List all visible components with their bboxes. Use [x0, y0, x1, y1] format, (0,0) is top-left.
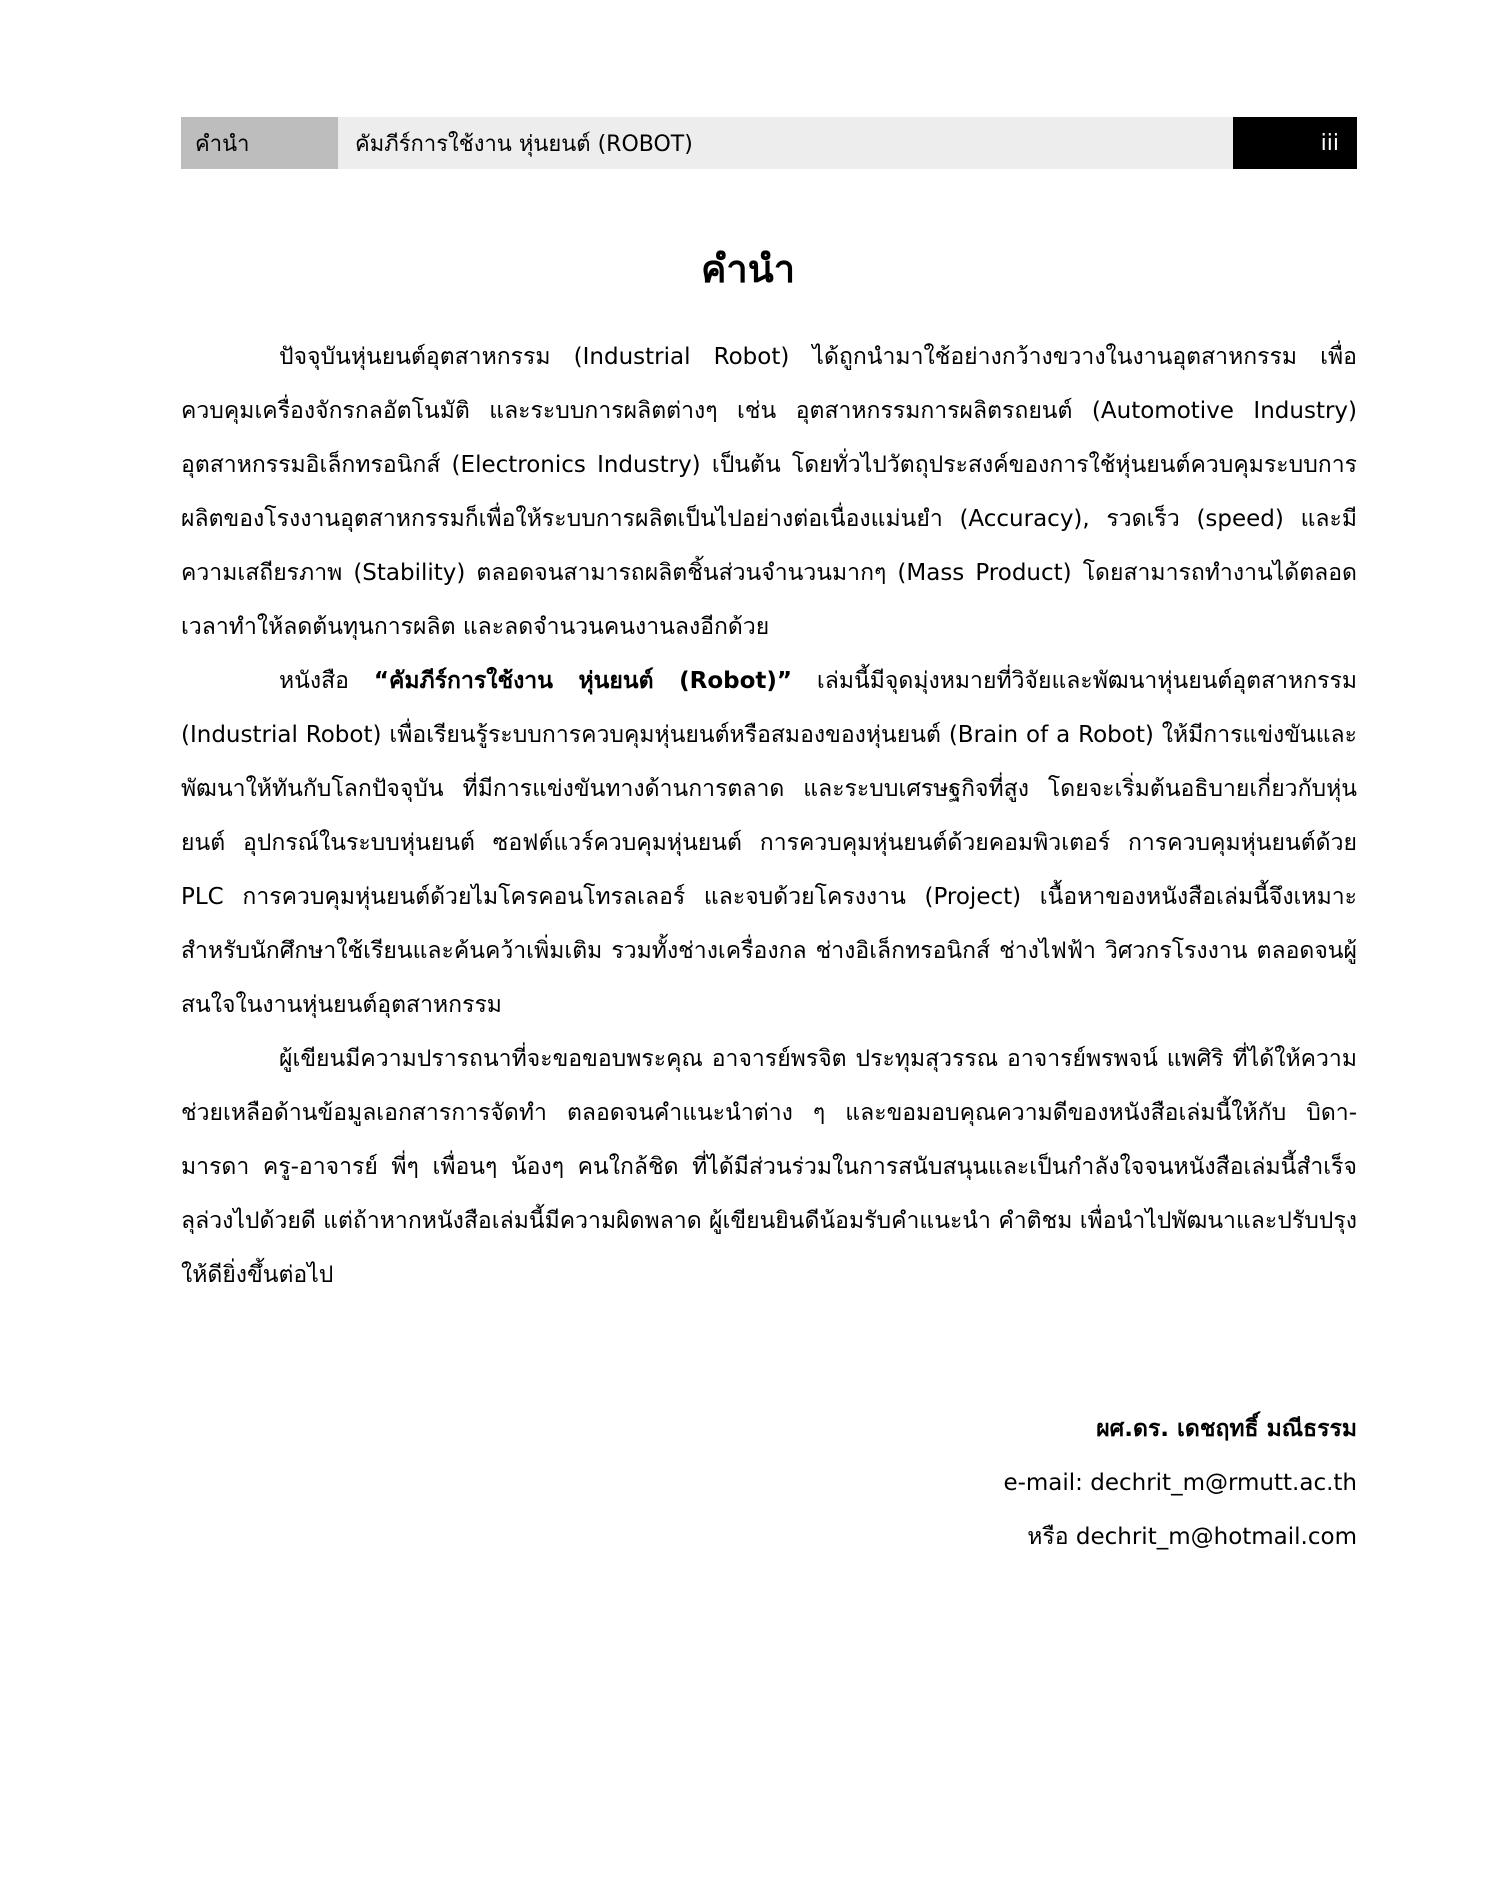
paragraph-2-prefix: หนังสือ — [279, 668, 374, 694]
paragraph-2 — [181, 654, 1357, 1032]
paragraph-2-rest: เล่มนี้มีจุดมุ่งหมายที่วิจัยและพัฒนาหุ่นยนต์อุตสาหกรรม (Industrial Robot) เพื่อเรียนรู้ระบบการควบคุมหุ่นยนต์หรือสมองของหุ่นยนต์ (Brain of a Robot) ให้มีการแข่งขันและพัฒนาให้ทันกับโลกปัจจุบัน ที่มีการแข่งขันทางด้านการตลาด และระบบเศรษฐกิจที่สูง โดยจะเริ่มต้นอธิบายเกี่ยวกับหุ่นยนต์ อุปกรณ์ในระบบหุ่นยนต์ ซอฟต์แวร์ควบคุมหุ่นยนต์ การควบคุมหุ่นยนต์ด้วยคอมพิวเตอร์ การควบคุมหุ่นยนต์ด้วย PLC การควบคุมหุ่นยนต์ด้วยไมโครคอนโทรลเลอร์ และจบด้วยโครงงาน (Project) เนื้อหาของหนังสือเล่มนี้จึงเหมาะสำหรับนักศึกษาใช้เรียนและค้นคว้าเพิ่มเติม รวมทั้งช่างเครื่องกล ช่างอิเล็กทรอนิกส์ ช่างไฟฟ้า วิศวกรโรงงาน ตลอดจนผู้สนใจในงานหุ่นยนต์อุตสาหกรรม — [181, 668, 1358, 1018]
header-book-title: คัมภีร์การใช้งาน หุ่นยนต์ (ROBOT) — [338, 117, 1233, 169]
page-title: คำนำ — [700, 247, 796, 291]
paragraph-3: ผู้เขียนมีความปรารถนาที่จะขอขอบพระคุณ อาจารย์พรจิต ประทุมสุวรรณ อาจารย์พรพจน์ แพศิริ ที่ได้ให้ความช่วยเหลือด้านข้อมูลเอกสารการจัดทำ ตลอดจนคำแนะนำต่าง ๆ และขอมอบคุณความดีของหนังสือเล่มนี้ให้กับ บิดา-มารดา ครู-อาจารย์ พี่ๆ เพื่อนๆ น้องๆ คนใกล้ชิด ที่ได้มีส่วนร่วมในการสนับสนุนและเป็นกำลังใจจนหนังสือเล่มนี้สำเร็จลุล่วงไปด้วยดี แต่ถ้าหากหนังสือเล่มนี้มีความผิดพลาด ผู้เขียนยินดีน้อมรับคำแนะนำ คำติชม เพื่อนำไปพัฒนาและปรับปรุงให้ดียิ่งขึ้นต่อไป — [181, 1046, 1357, 1288]
preface-body — [181, 330, 1357, 1302]
author-email-secondary: หรือ dechrit_m@hotmail.com — [1027, 1524, 1357, 1550]
page-header — [181, 117, 1357, 169]
author-email-primary: e-mail: dechrit_m@rmutt.ac.th — [1003, 1470, 1357, 1496]
header-page-number: iii — [1233, 117, 1357, 169]
signature-block — [1003, 1402, 1357, 1564]
book-title-emphasis: “คัมภีร์การใช้งาน หุ่นยนต์ (Robot)” — [373, 668, 793, 694]
header-section-label: คำนำ — [181, 117, 338, 169]
author-name: ผศ.ดร. เดชฤทธิ์ มณีธรรม — [1096, 1416, 1357, 1442]
paragraph-1: ปัจจุบันหุ่นยนต์อุตสาหกรรม (Industrial Robot) ได้ถูกนำมาใช้อย่างกว้างขวางในงานอุตสาหกรรม เพื่อควบคุมเครื่องจักรกลอัตโนมัติ และระบบการผลิตต่างๆ เช่น อุตสาหกรรมการผลิตรถยนต์ (Automotive Industry) อุตสาหกรรมอิเล็กทรอนิกส์ (Electronics Industry) เป็นต้น โดยทั่วไปวัตถุประสงค์ของการใช้หุ่นยนต์ควบคุมระบบการผลิตของโรงงานอุตสาหกรรมก็เพื่อให้ระบบการผลิตเป็นไปอย่างต่อเนื่องแม่นยำ (Accuracy), รวดเร็ว (speed) และมีความเสถียรภาพ (Stability) ตลอดจนสามารถผลิตชิ้นส่วนจำนวนมากๆ (Mass Product) โดยสามารถทำงานได้ตลอดเวลาทำให้ลดต้นทุนการผลิต และลดจำนวนคนงานลงอีกด้วย — [181, 344, 1357, 640]
